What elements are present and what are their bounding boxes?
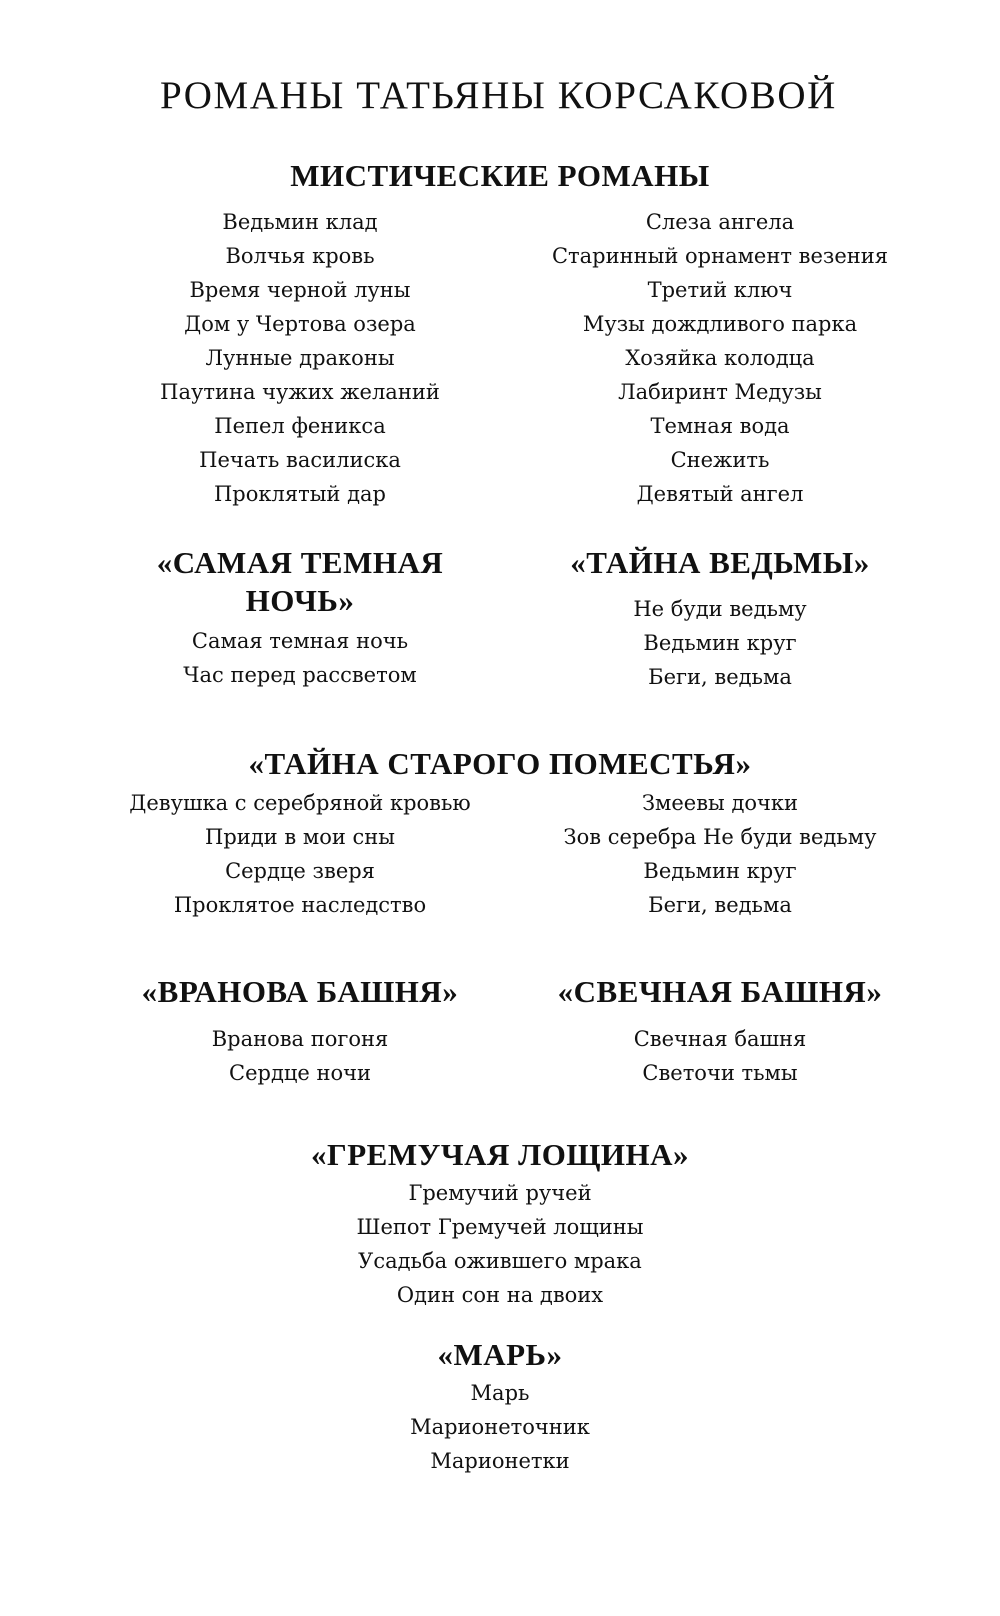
list-item: Музы дождливого парка — [582, 312, 858, 336]
list-item: Самая темная ночь — [191, 629, 409, 653]
list-item: Сердце зверя — [225, 859, 375, 883]
list-item: Один сон на двоих — [396, 1283, 604, 1307]
list-item: Беги, ведьма — [648, 893, 792, 917]
list-item: Пепел феникса — [214, 414, 386, 438]
list-item: Дом у Чертова озера — [184, 312, 416, 336]
old-estate-list-left — [110, 786, 490, 922]
list-item: Час перед рассветом — [183, 663, 417, 687]
list-item: Зов серебра Не буди ведьму — [563, 825, 877, 849]
list-item: Светочи тьмы — [642, 1061, 798, 1085]
list-item: Ведьмин круг — [643, 859, 797, 883]
witch-secret-list — [510, 592, 930, 694]
darkest-night-heading-line2: НОЧЬ» — [245, 583, 355, 618]
list-item: Девятый ангел — [636, 482, 804, 506]
list-item: Слеза ангела — [645, 210, 795, 234]
rattling-hollow-list — [250, 1176, 750, 1312]
list-item: Гремучий ручей — [408, 1181, 592, 1205]
list-item: Ведьмин клад — [222, 210, 378, 234]
list-item: Старинный орнамент везения — [551, 244, 889, 268]
mystic-list-left — [130, 205, 470, 511]
list-item: Волчья кровь — [225, 244, 375, 268]
witch-secret-heading: «ТАЙНА ВЕДЬМЫ» — [570, 545, 870, 580]
list-item: Лунные драконы — [205, 346, 395, 370]
page-title: РОМАНЫ ТАТЬЯНЫ КОРСАКОВОЙ — [160, 74, 837, 117]
list-item: Беги, ведьма — [648, 665, 792, 689]
list-item: Третий ключ — [647, 278, 793, 302]
candle-tower-heading: «СВЕЧНАЯ БАШНЯ» — [557, 974, 883, 1009]
list-item: Марионеточник — [410, 1415, 590, 1439]
list-item: Шепот Гремучей лощины — [356, 1215, 644, 1239]
list-item: Темная вода — [650, 414, 790, 438]
list-item: Проклятый дар — [213, 482, 386, 506]
list-item: Паутина чужих желаний — [160, 380, 440, 404]
list-item: Марь — [470, 1381, 530, 1405]
mystic-list-right — [510, 205, 930, 511]
mystic-heading: МИСТИЧЕСКИЕ РОМАНЫ — [290, 158, 710, 193]
list-item: Лабиринт Медузы — [618, 380, 822, 404]
list-item: Время черной луны — [189, 278, 411, 302]
list-item: Не буди ведьму — [633, 597, 807, 621]
raven-tower-list — [130, 1022, 470, 1090]
list-item: Змеевы дочки — [641, 791, 799, 815]
list-item: Печать василиска — [199, 448, 401, 472]
darkest-night-heading-line1: «САМАЯ ТЕМНАЯ — [156, 545, 444, 580]
old-estate-list-right — [510, 786, 930, 922]
list-item: Снежить — [670, 448, 770, 472]
list-item: Девушка с серебряной кровью — [129, 791, 471, 815]
candle-tower-list — [510, 1022, 930, 1090]
mar-heading: «МАРЬ» — [437, 1337, 563, 1372]
list-item: Проклятое наследство — [173, 893, 427, 917]
rattling-hollow-heading: «ГРЕМУЧАЯ ЛОЩИНА» — [311, 1137, 689, 1172]
list-item: Свечная башня — [633, 1027, 807, 1051]
list-item: Ведьмин круг — [643, 631, 797, 655]
raven-tower-heading: «ВРАНОВА БАШНЯ» — [141, 974, 459, 1009]
list-item: Марионетки — [430, 1449, 570, 1473]
mar-list — [300, 1376, 700, 1478]
old-estate-heading: «ТАЙНА СТАРОГО ПОМЕСТЬЯ» — [248, 746, 752, 781]
list-item: Усадьба ожившего мрака — [358, 1249, 642, 1273]
list-item: Вранова погоня — [211, 1027, 389, 1051]
list-item: Хозяйка колодца — [625, 346, 815, 370]
list-item: Приди в мои сны — [205, 825, 395, 849]
darkest-night-list — [130, 624, 470, 692]
list-item: Сердце ночи — [229, 1061, 371, 1085]
